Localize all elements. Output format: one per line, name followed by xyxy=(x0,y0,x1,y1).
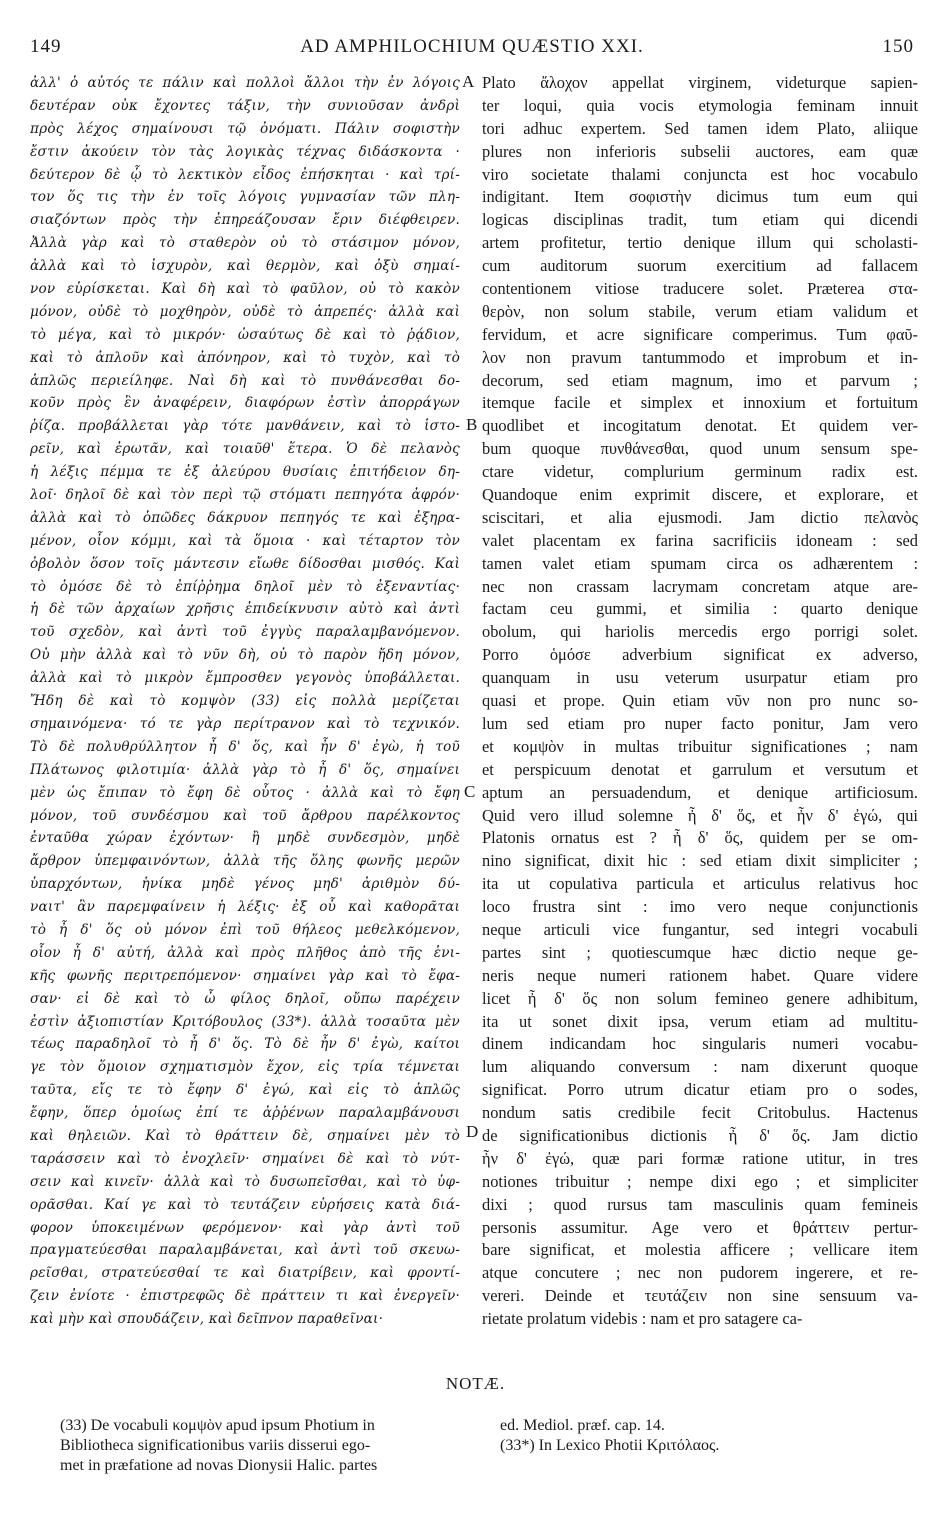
greek-text-line: κοῦν πρὸς ἓν ἀναφέρειν, διαφόρων ἐστὶν ἀπορράγων xyxy=(30,395,460,412)
latin-text-line: personis assumitur. Age vero et θράττειν pertur- xyxy=(482,1217,918,1237)
greek-text-line: Ἀλλὰ γὰρ καὶ τὸ σταθερὸν οὐ τὸ στάσιμον μόνον, xyxy=(30,235,460,252)
greek-text-line: Ἤδη δὲ καὶ τὸ κομψὸν (33) εἰς πολλὰ μερίζεται xyxy=(30,693,460,710)
latin-text-line: tamen valet etiam spumam circa os adhærentem : xyxy=(482,553,918,573)
greek-text-line: ἄρθρον ὑπεμφαινόντων, ἀλλὰ τῆς ὅλης φωνῆς μερῶν xyxy=(30,853,460,870)
latin-text-line: neque articuli vice fungantur, sed integri vocabuli xyxy=(482,919,918,939)
running-header xyxy=(30,36,914,62)
latin-text-line: artem profitetur, tertio denique illum qui scholasti- xyxy=(482,233,918,253)
latin-text-line: tori adhuc expertem. Sed tamen idem Plato, aliique xyxy=(482,118,918,138)
latin-text-line: plures non inferioris subselii auctores, eam quæ xyxy=(482,141,918,161)
latin-text-line: contentionem vitiose traducere solet. Præterea στα- xyxy=(482,279,918,299)
latin-text-line: significat. Porro utrum dicatur etiam pro o sodes, xyxy=(482,1080,918,1100)
latin-text-line: Porro ὁμόσε adverbium significat ex adverso, xyxy=(482,645,918,665)
footnote-line: ed. Mediol. præf. cap. 14. xyxy=(500,1417,665,1434)
latin-text-line: nino significat, dixit hic : sed etiam dixit simpliciter ; xyxy=(482,851,918,871)
latin-text-line: dixi ; quod rursus tam masculinis quam femineis xyxy=(482,1194,918,1214)
latin-text-line: ἦν δ' ἐγώ, quæ pari formæ ratione utitur, in tres xyxy=(482,1148,918,1168)
greek-text-line: τὸ ἦ δ' ὅς οὐ μόνον ἐπὶ τοῦ θήλεος μεθελκόμενον, xyxy=(30,921,460,938)
latin-text-line: obolum, qui hariolis mercedis ergo porrigi solet. xyxy=(482,622,918,642)
latin-text-line: Quandoque enim exprimit discere, et explorare, et xyxy=(482,485,918,505)
greek-text-line: ὑπαρχόντων, ἡνίκα μηδὲ γένος μηδ' ἀριθμὸν δύ- xyxy=(30,876,460,893)
latin-text-line: nec non crassam lacrymam concretam atque are- xyxy=(482,576,918,596)
greek-text-line: μὲν ὡς ἔπιπαν τὸ ἔφη δὲ οὗτος · ἀλλὰ καὶ τὸ ἔφη xyxy=(30,784,460,801)
greek-text-line: τον ὅς τις τὴν ἐν τοῖς λόγοις γυμνασίαν τῶν πλη- xyxy=(30,189,460,206)
latin-text-line: cum auditorum suorum exercitium ad fallacem xyxy=(482,256,918,276)
greek-text-line: τοῦ σχεδὸν, καὶ ἀντὶ τοῦ ἐγγὺς παραλαμβανόμενον. xyxy=(30,624,460,641)
latin-text-line: quanquam in usu veterum usurpatur etiam pro xyxy=(482,668,918,688)
footnote-line: met in præfatione ad novas Dionysii Halic. partes xyxy=(60,1457,378,1474)
latin-text-line: aptum an persuadendum, et denique artificiosum. xyxy=(482,782,918,802)
greek-text-line: Πλάτωνος φιλοτιμία· ἀλλὰ γὰρ τὸ ἦ δ' ὅς, σημαίνει xyxy=(30,761,460,778)
latin-text-line: λον non pravum tantummodo et improbum et in- xyxy=(482,347,918,367)
greek-text-line: καὶ θηλειῶν. Καὶ τὸ θράττειν δὲ, σημαίνει μὲν τὸ xyxy=(30,1127,460,1144)
margin-letter-c: C xyxy=(464,782,476,801)
latin-text-line: atque concutere ; nec non pudorem ingerere, et re- xyxy=(482,1263,918,1283)
latin-text-line: loco frustra sint : imo vero neque conjunctionis xyxy=(482,897,918,917)
latin-text-line: lum sed etiam pro nuper facto ponitur, Jam vero xyxy=(482,713,918,733)
footnotes-left xyxy=(60,1416,470,1476)
latin-text-line: indigitant. Item σοφιστὴν dicimus tum eum qui xyxy=(482,187,918,207)
latin-text-line: ctare videtur, complurium germinum radix est. xyxy=(482,462,918,482)
latin-text-line: partes sint ; quotiescumque hæc dictio neque ge- xyxy=(482,942,918,962)
latin-text-line: Plato ἄλοχον appellat virginem, videturque sapien- xyxy=(482,73,918,92)
greek-text-line: νον εὑρίσκεται. Καὶ δὴ καὶ τὸ φαῦλον, οὐ τὸ κακὸν xyxy=(30,281,460,298)
greek-text-line: ἡ δὲ τῶν ἀρχαίων χρῆσις ἐπιδείκνυσιν αὐτὸ καὶ ἀντὶ xyxy=(30,601,460,618)
greek-text-line: ἀλλὰ καὶ τὸ μικρὸν ἔμπροσθεν γεγονὸς ὑποβάλλεται. xyxy=(30,670,460,687)
latin-text-line: lum aliquando conversum : nam dixerunt quoque xyxy=(482,1057,918,1077)
greek-text-line: ἀλλ' ὁ αὐτός τε πάλιν καὶ πολλοὶ ἄλλοι τὴν ἐν λόγοις xyxy=(30,75,460,91)
latin-text-line: dinem indicandam hoc singularis numeri vocabu- xyxy=(482,1034,918,1054)
latin-text-line: quodlibet et incogitatum denotat. Et quidem ver- xyxy=(482,416,918,436)
greek-text-line: Τὸ δὲ πολυθρύλλητον ἦ δ' ὅς, καὶ ἦν δ' ἐγὼ, ἡ τοῦ xyxy=(30,738,460,755)
greek-text-line: κῆς φωνῆς περιτρεπόμενον· σημαίνει γὰρ καὶ τὸ ἔφα- xyxy=(30,967,460,984)
greek-text-line: τὸ μέγα, καὶ τὸ μικρόν· ὡσαύτως δὲ καὶ τὸ ῥᾴδιον, xyxy=(30,326,460,343)
greek-text-line: ἡ λέξις πέμμα τε ἐξ ἀλεύρου θυσίαις ἐπιτήδειον δη- xyxy=(30,464,460,481)
latin-text-line: factam ceu gummi, et similia : quarto denique xyxy=(482,599,918,619)
greek-text-line: ἐστὶν ἀξιοπιστίαν Κριτόβουλος (33*). ἀλλὰ τοσαῦτα μὲν xyxy=(30,1013,460,1030)
latin-text-line: ita ut sonet dixit ipsa, verum etiam ad multitu- xyxy=(482,1011,918,1031)
greek-text-line: σιαζόντων πρὸς τὴν ἐπηρεάζουσαν ἔριν διέφθειρεν. xyxy=(30,212,460,229)
page-number-left: 149 xyxy=(30,36,62,57)
greek-text-line: ἀλλὰ καὶ τὸ ὁπῶδες δάκρυον πεπηγός τε καὶ ἐξηρα- xyxy=(30,509,460,526)
latin-text-line: nondum satis credibile fecit Critobulus. Hactenus xyxy=(482,1103,918,1123)
greek-text-line: γε τὸν ὅμοιον σχηματισμὸν ἔχον, εἰς τρία τέμνεται xyxy=(30,1059,460,1076)
greek-text-line: ἁπλῶς περιείληφε. Ναὶ δὴ καὶ τὸ πυνθάνεσθαι δο- xyxy=(30,372,460,389)
latin-text-line: de significationibus dictionis ἦ δ' ὅς. Jam dictio xyxy=(482,1125,918,1145)
greek-text-line: καὶ τὸ ἁπλοῦν καὶ ἀπόνηρον, καὶ τὸ τυχὸν, καὶ τὸ xyxy=(30,349,460,366)
footnotes-right xyxy=(500,1416,920,1456)
greek-text-line: δεύτερον δὲ ᾧ τὸ λεκτικὸν εἶδος ἐπήσκηται · καὶ τρί- xyxy=(30,166,460,183)
greek-text-line: ἀλλὰ καὶ τὸ ἰσχυρὸν, καὶ θερμὸν, καὶ ὀξὺ σημαί- xyxy=(30,258,460,275)
greek-text-line: οἷον ἦ δ' αὐτή, ἀλλὰ καὶ πρὸς πλῆθος ἀπὸ τῆς ἑνι- xyxy=(30,944,460,961)
latin-text-line: bare significat, et molestia afficere ; vellicare item xyxy=(482,1240,918,1260)
greek-text-line: καὶ μὴν καὶ σπουδάζειν, καὶ δεῖπνον παραθεῖναι· xyxy=(30,1311,384,1328)
greek-text-line: πρὸς λέχος σημαίνουσι τῷ ὀνόματι. Πάλιν σοφιστὴν xyxy=(30,120,460,137)
latin-text-line: Quid vero illud solemne ἦ δ' ὅς, et ἦν δ' ἐγώ, qui xyxy=(482,805,918,825)
running-title: AD AMPHILOCHIUM QUÆSTIO XXI. xyxy=(300,36,644,57)
latin-text-line: ter loqui, quia vocis etymologia feminam innuit xyxy=(482,95,918,115)
greek-text-line: σαν· εἰ δὲ καὶ τὸ ὦ φίλος δηλοῖ, οὔπω παρέχειν xyxy=(30,990,460,1007)
greek-text-line: ἔστιν ἀκούειν τὸν τὰς λογικὰς τέχνας διδάσκοντα · xyxy=(30,143,460,160)
latin-text-line: et κομψὸν in multas tribuitur significationes ; nam xyxy=(482,736,918,756)
greek-text-line: σημαινόμενα· τό τε γὰρ περίτρανον καὶ τὸ τεχνικόν. xyxy=(30,715,460,732)
greek-text-line: λοῖ· δηλοῖ δὲ καὶ τὸν περὶ τῷ στόματι πεπηγότα ἀφρόν· xyxy=(30,487,460,504)
latin-text-line: neris neque numeri rationem habet. Quare videre xyxy=(482,965,918,985)
latin-text-line: rietate prolatum videbis : nam et pro satagere ca- xyxy=(482,1309,803,1329)
latin-text-line: licet ἦ δ' ὅς non solum femineo genere adhibitum, xyxy=(482,988,918,1008)
latin-text-line: Platonis ornatus est ? ἦ δ' ὅς, quidem per se om- xyxy=(482,828,918,848)
greek-text-line: φορον ὑποκειμένων φερόμενον· καὶ γὰρ ἀντὶ τοῦ xyxy=(30,1219,460,1236)
margin-letter-a: A xyxy=(462,72,475,91)
footnote-line: (33*) In Lexico Photii Κριτόλαος. xyxy=(500,1437,720,1454)
greek-text-line: Οὐ μὴν ἀλλὰ καὶ τὸ νῦν δὴ, οὐ τὸ παρὸν ἤδη μόνον, xyxy=(30,647,460,664)
greek-text-line: ὀβολὸν ὅσον τοῖς μάντεσιν εἴωθε δίδοσθαι μισθός. Καὶ xyxy=(30,555,460,572)
greek-text-line: ταράσσειν καὶ τὸ ἐνοχλεῖν· σημαίνει δὲ καὶ τὸ νύτ- xyxy=(30,1150,460,1167)
greek-text-line: ῥίζα. προβάλλεται γὰρ τότε μανθάνειν, καὶ τὸ ἱστο- xyxy=(30,418,460,435)
latin-text-line: logicas disciplinas tradit, tum etiam qui dicendi xyxy=(482,210,918,230)
greek-text-line: ταῦτα, εἴς τε τὸ ἔφην δ' ἐγώ, καὶ εἰς τὸ ἁπλῶς xyxy=(30,1082,460,1099)
greek-column xyxy=(30,72,460,1331)
latin-text-line: vereri. Deinde et τευτάζειν non sine sensuum va- xyxy=(482,1286,918,1306)
margin-letter-b: B xyxy=(466,415,478,434)
greek-text-line: πραγματεύεσθαι παραλαμβάνεται, καὶ ἀντὶ τοῦ σκευω- xyxy=(30,1242,460,1259)
latin-text-line: fervidum, et acre significare comperimus. Tum φαῦ- xyxy=(482,324,918,344)
footnote-line: (33) De vocabuli κομψὸν apud ipsum Photium in xyxy=(60,1417,375,1434)
latin-text-line: bum quoque πυνθάνεσθαι, quod unum sensum spe- xyxy=(482,439,918,459)
latin-text-line: sciscitari, et alia ejusmodi. Jam dictio πελανὸς xyxy=(482,507,918,527)
greek-text-line: μόνον, τοῦ συνδέσμου καὶ τοῦ ἄρθρου παρέλκοντος xyxy=(30,807,460,824)
latin-text-line: itemque facile et simplex et innoxium et fortuitum xyxy=(482,393,918,413)
greek-text-line: τέως παραδηλοῖ τὸ ἦ δ' ὅς. Τὸ δὲ ἦν δ' ἐγὼ, καίτοι xyxy=(30,1036,460,1053)
latin-text-line: quasi et prope. Quin etiam νῦν non pro nunc so- xyxy=(482,691,918,711)
page-number-right: 150 xyxy=(882,36,914,57)
footnote-line: Bibliotheca significationibus variis disserui ego- xyxy=(60,1437,371,1454)
greek-text-line: τὸ ὁμόσε δὲ τὸ ἐπίῤῥημα δηλοῖ μὲν τὸ ἐξεναντίας· xyxy=(30,578,460,595)
greek-text-line: δευτέραν οὐκ ἔχοντες τάξιν, τὴν συνιοῦσαν ἀνδρὶ xyxy=(30,97,460,114)
margin-letter-d: D xyxy=(466,1122,479,1141)
latin-text-line: θερὸν, non solum stabile, verum etiam validum et xyxy=(482,301,918,321)
greek-text-line: ναιτ' ἂν παρεμφαίνειν ἡ λέξις· ἐξ οὗ καὶ καθορᾶται xyxy=(30,899,460,916)
greek-text-line: ορᾶσθαι. Καί γε καὶ τὸ τευτάζειν εὑρήσεις κατὰ διά- xyxy=(30,1196,460,1213)
greek-text-line: ἐνταῦθα χώραν ἐχόντων· ἢ μηδὲ συνδεσμὸν, μηδὲ xyxy=(30,830,460,847)
greek-text-line: ἔφην, ὅπερ ὁμοίως ἐπί τε ἀῤῥένων παραλαμβάνουσι xyxy=(30,1105,460,1122)
latin-column xyxy=(482,72,918,1331)
greek-text-line: σειν καὶ κινεῖν· ἀλλὰ καὶ τὸ δυσωπεῖσθαι, καὶ τὸ ὑφ- xyxy=(30,1173,460,1190)
greek-text-line: μένον, οἷον κόμμι, καὶ τὰ ὅμοια · καὶ τέταρτον τὸν xyxy=(30,532,460,549)
greek-text-line: μόνον, οὐδὲ τὸ μοχθηρὸν, οὐδὲ τὸ ἀπρεπές· ἀλλὰ καὶ xyxy=(30,303,460,320)
latin-text-line: valet placentam ex farina sacrificiis idoneam : sed xyxy=(482,530,918,550)
notes-heading: NOTÆ. xyxy=(445,1374,506,1393)
greek-text-line: ρεῖν, καὶ ἐρωτᾶν, καὶ τοιαῦθ' ἕτερα. Ὁ δὲ πελανὸς xyxy=(30,441,460,458)
latin-text-line: et perspicuum denotat et garrulum et versutum et xyxy=(482,759,918,779)
greek-text-line: ρεῖσθαι, στρατεύεσθαί τε καὶ διατρίβειν, καὶ φροντί- xyxy=(30,1265,460,1282)
greek-text-line: ζειν ἐνίοτε · ἐπιστρεφῶς δὲ πράττειν τι καὶ ἐνεργεῖν· xyxy=(30,1288,460,1305)
latin-text-line: notiones tribuitur ; nempe dixi ego ; et simpliciter xyxy=(482,1171,918,1191)
latin-text-line: ita ut copulativa particula et articulus relativus hoc xyxy=(482,874,918,894)
latin-text-line: decorum, sed etiam magnum, imo et parvum ; xyxy=(482,370,918,390)
latin-text-line: viro societate thalami conjuncta est hoc vocabulo xyxy=(482,164,918,184)
